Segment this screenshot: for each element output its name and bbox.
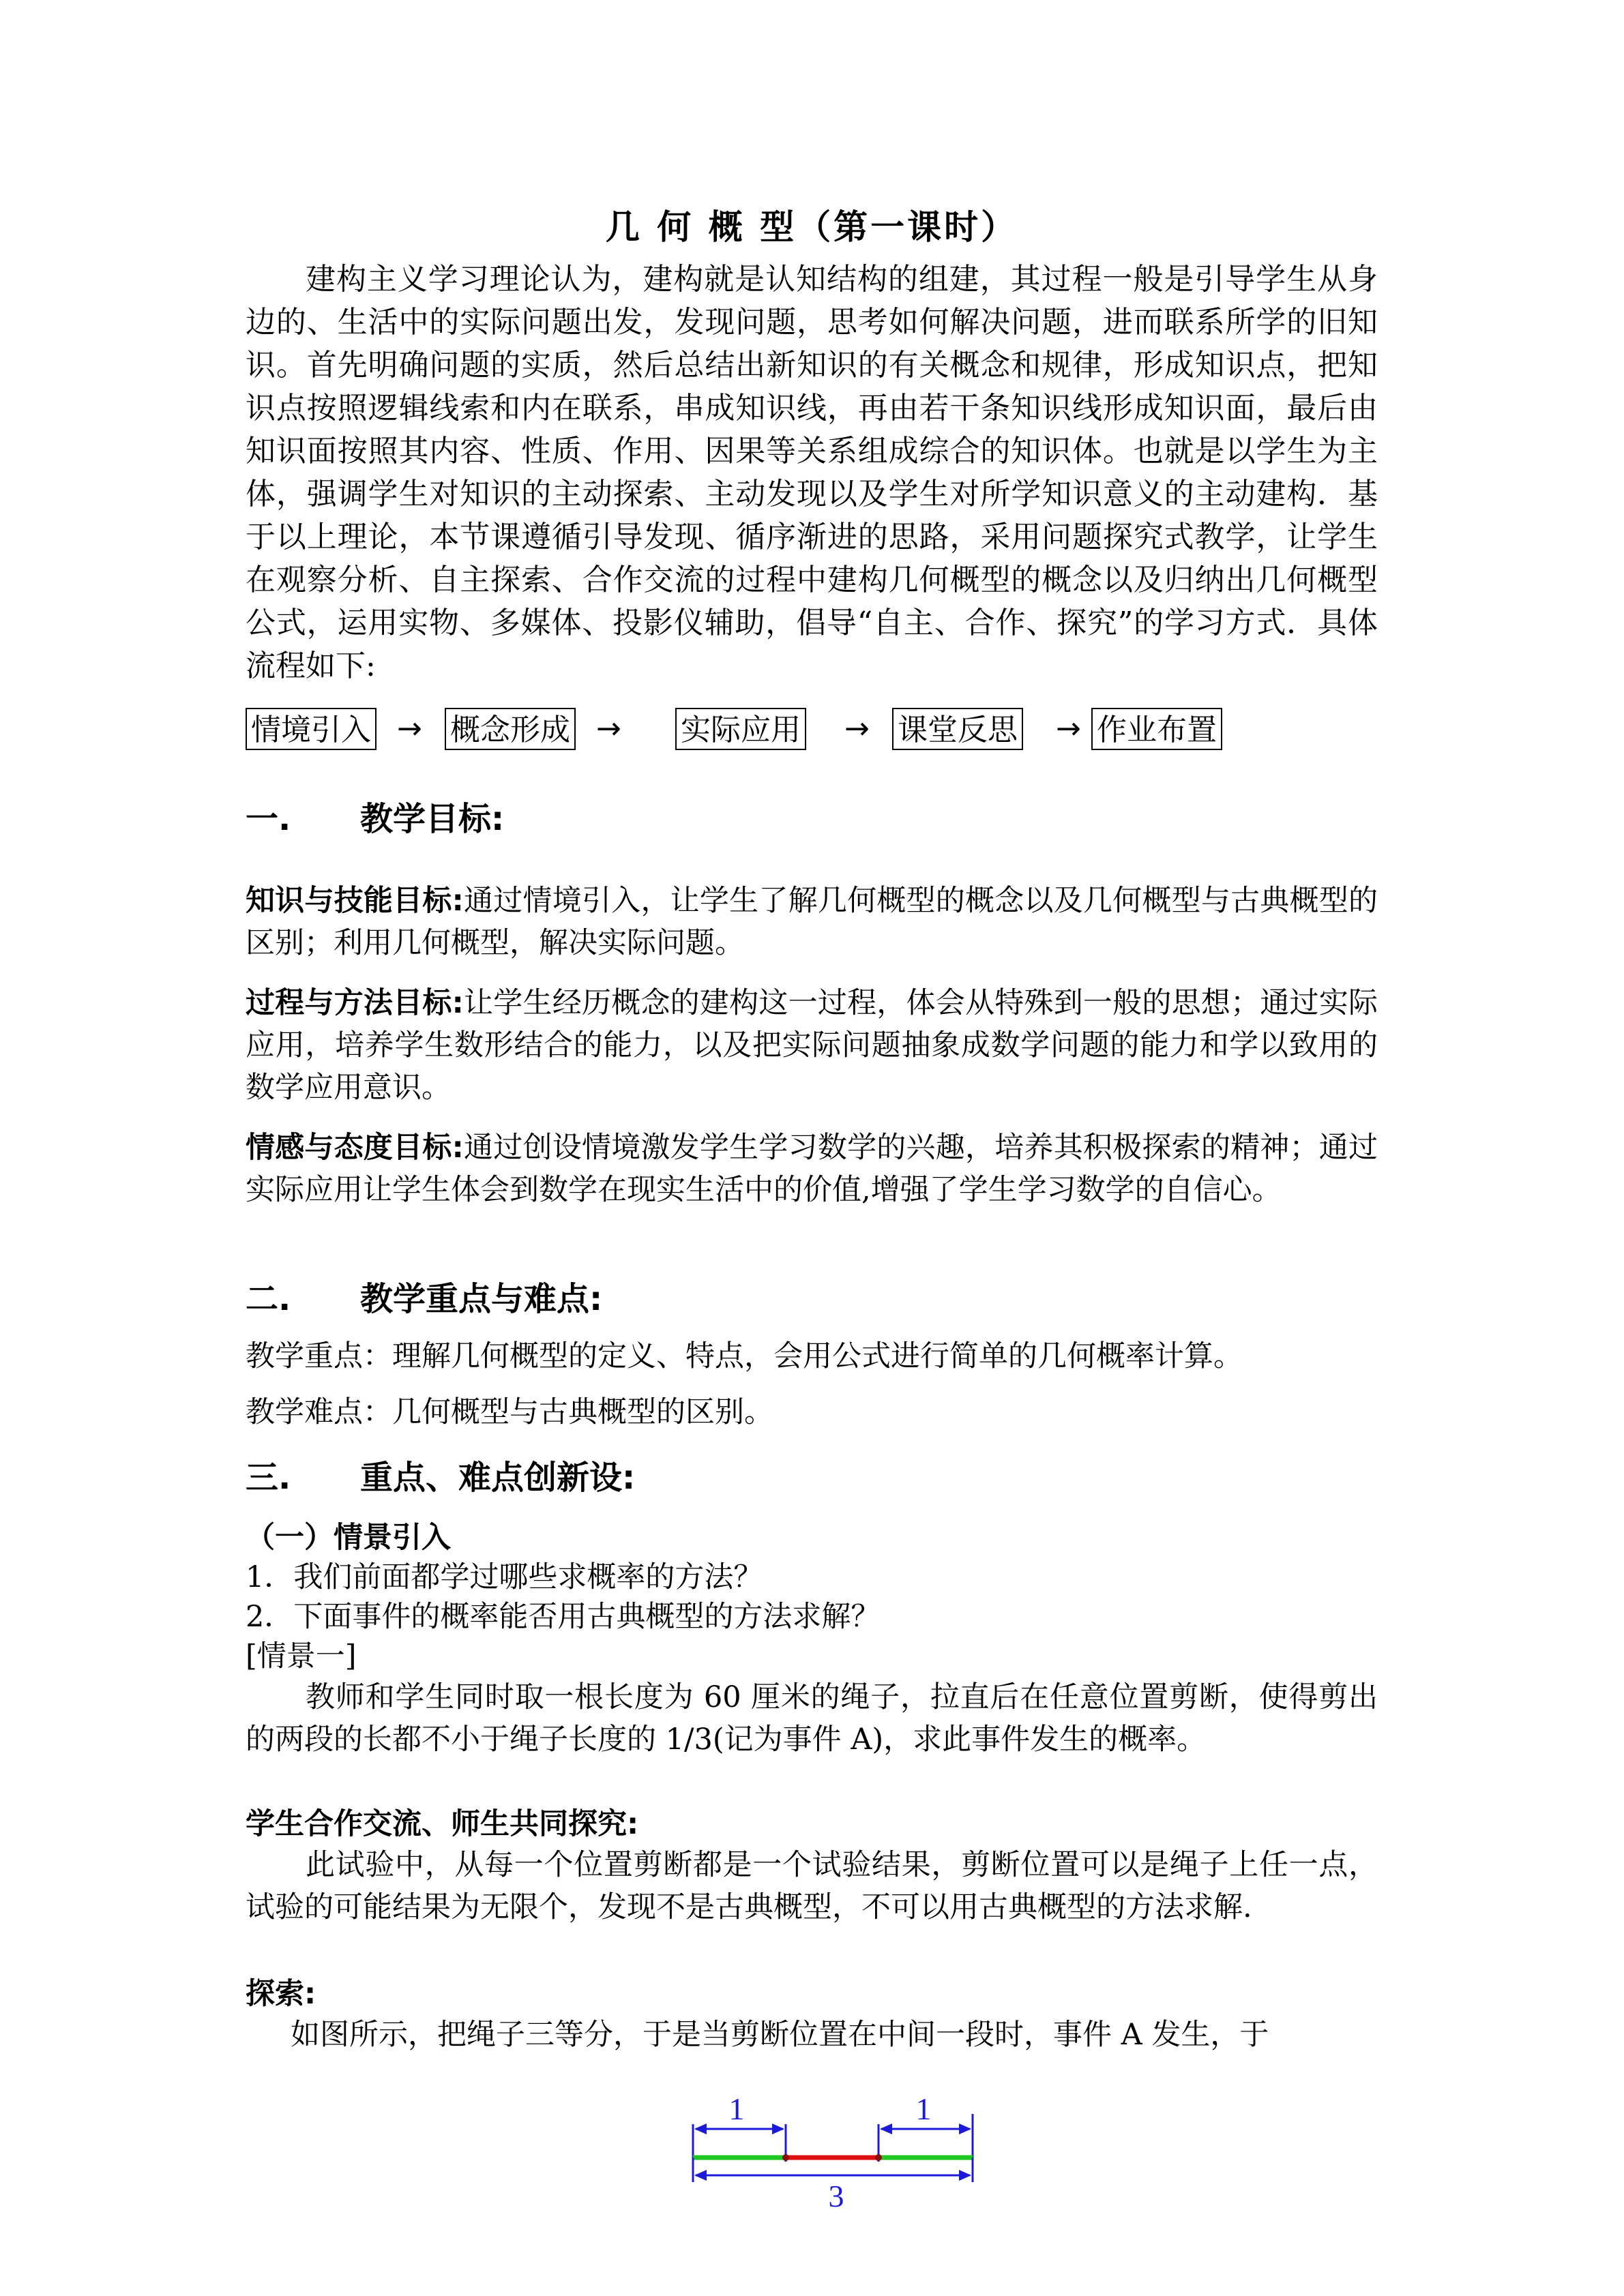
flow-step-3: 实际应用: [675, 708, 806, 750]
goal-process-text: 让学生经历概念的建构这一过程，体会从特殊到一般的思想；通过实际应用，培养学生数形结合的能力，以及把实际问题抽象成数学问题的能力和学以致用的数学应用意识。: [246, 986, 1378, 1105]
left-dim-arrow-right: [772, 2123, 784, 2134]
goal-process: [246, 982, 1378, 1109]
cut-point-right: [875, 2154, 882, 2161]
total-length-label: 3: [828, 2179, 844, 2209]
goal-emotion: [246, 1127, 1378, 1211]
right-dim-arrow-left: [880, 2123, 892, 2134]
right-length-label: 1: [915, 2091, 932, 2126]
explore-label: 探索:: [246, 1977, 316, 2011]
left-length-label: 1: [728, 2091, 745, 2126]
section-3-heading: [246, 1451, 635, 1498]
goal-knowledge-text: 通过情境引入，让学生了解几何概型的概念以及几何概型与古典概型的区别；利用几何概型，解决实际问题。: [246, 884, 1378, 960]
section-1-number: 一.: [246, 800, 291, 838]
question-1: 1．我们前面都学过哪些求概率的方法？: [246, 1560, 763, 1594]
total-dim-arrow-right: [959, 2170, 971, 2181]
explore-text: 如图所示，把绳子三等分，于是当剪断位置在中间一段时，事件 A 发生，于: [291, 2018, 1269, 2052]
flow-arrow-2: →: [596, 711, 621, 746]
flow-arrow-1: →: [397, 711, 422, 746]
cooperation-text: 此试验中，从每一个位置剪断都是一个试验结果，剪断位置可以是绳子上任一点，试验的可能结果为无限个，发现不是古典概型，不可以用古典概型的方法求解.: [246, 1848, 1378, 1924]
section-3-number: 三.: [246, 1459, 291, 1497]
flow-step-1: 情境引入: [246, 708, 377, 750]
subsection-scene-intro: （一）情景引入: [246, 1521, 451, 1555]
section-3-title: 重点、难点创新设:: [360, 1459, 636, 1497]
flow-step-5: 作业布置: [1091, 708, 1222, 750]
left-dim-arrow-left: [694, 2123, 707, 2134]
section-2-number: 二.: [246, 1280, 291, 1318]
section-2-title: 教学重点与难点:: [360, 1280, 603, 1318]
rope-figure: [682, 2087, 989, 2209]
goal-emotion-text: 通过创设情境激发学生学习数学的兴趣，培养其积极探索的精神；通过实际应用让学生体会到数学在现实生活中的价值,增强了学生学习数学的自信心。: [246, 1131, 1378, 1207]
question-2: 2．下面事件的概率能否用古典概型的方法求解？: [246, 1600, 881, 1634]
teaching-flow: [246, 708, 1378, 753]
document-title: 几 何 概 型（第一课时）: [605, 207, 1018, 247]
section-1-title: 教学目标:: [360, 800, 505, 838]
section-1-heading: [246, 792, 504, 839]
key-point: 教学重点：理解几何概型的定义、特点，会用公式进行简单的几何概率计算。: [246, 1339, 1243, 1373]
intro-paragraph: 建构主义学习理论认为，建构就是认知结构的组建，其过程一般是引导学生从身边的、生活中的实际问题出发，发现问题，思考如何解决问题，进而联系所学的旧知识。首先明确问题的实质，然后总结出新知识的有关概念和规律，形成知识点，把知识点按照逻辑线索和内在联系，串成知识线，再由若干条知识线形成知识面，最后由知识面按照其内容、性质、作用、因果等关系组成综合的知识体。也就是以学生为主体，强调学生对知识的主动探索、主动发现以及学生对所学知识意义的主动建构．基于以上理论，本节课遵循引导发现、循序渐进的思路，采用问题探究式教学，让学生在观察分析、自主探索、合作交流的过程中建构几何概型的概念以及归纳出几何概型公式，运用实物、多媒体、投影仪辅助，倡导“自主、合作、探究”的学习方式．具体流程如下:: [246, 262, 1378, 683]
goal-knowledge: [246, 880, 1378, 964]
difficult-point: 教学难点：几何概型与古典概型的区别。: [246, 1395, 773, 1429]
flow-step-2: 概念形成: [445, 708, 576, 750]
right-dim-arrow-right: [959, 2123, 971, 2134]
goal-process-label: 过程与方法目标:: [246, 986, 464, 1020]
flow-arrow-4: →: [1056, 711, 1081, 746]
scene-one-text: 教师和学生同时取一根长度为 60 厘米的绳子，拉直后在任意位置剪断，使得剪出的两段的长都不小于绳子长度的 1/3(记为事件 A)，求此事件发生的概率。: [246, 1680, 1378, 1757]
cut-point-left: [782, 2154, 789, 2161]
total-dim-arrow-left: [694, 2170, 707, 2181]
scene-one-label: [情景一]: [246, 1639, 357, 1673]
flow-step-4: 课堂反思: [892, 708, 1023, 750]
cooperation-label: 学生合作交流、师生共同探究:: [246, 1807, 639, 1841]
section-2-heading: [246, 1272, 602, 1320]
goal-knowledge-label: 知识与技能目标:: [246, 884, 464, 918]
goal-emotion-label: 情感与态度目标:: [246, 1131, 464, 1165]
flow-arrow-3: →: [844, 711, 870, 746]
